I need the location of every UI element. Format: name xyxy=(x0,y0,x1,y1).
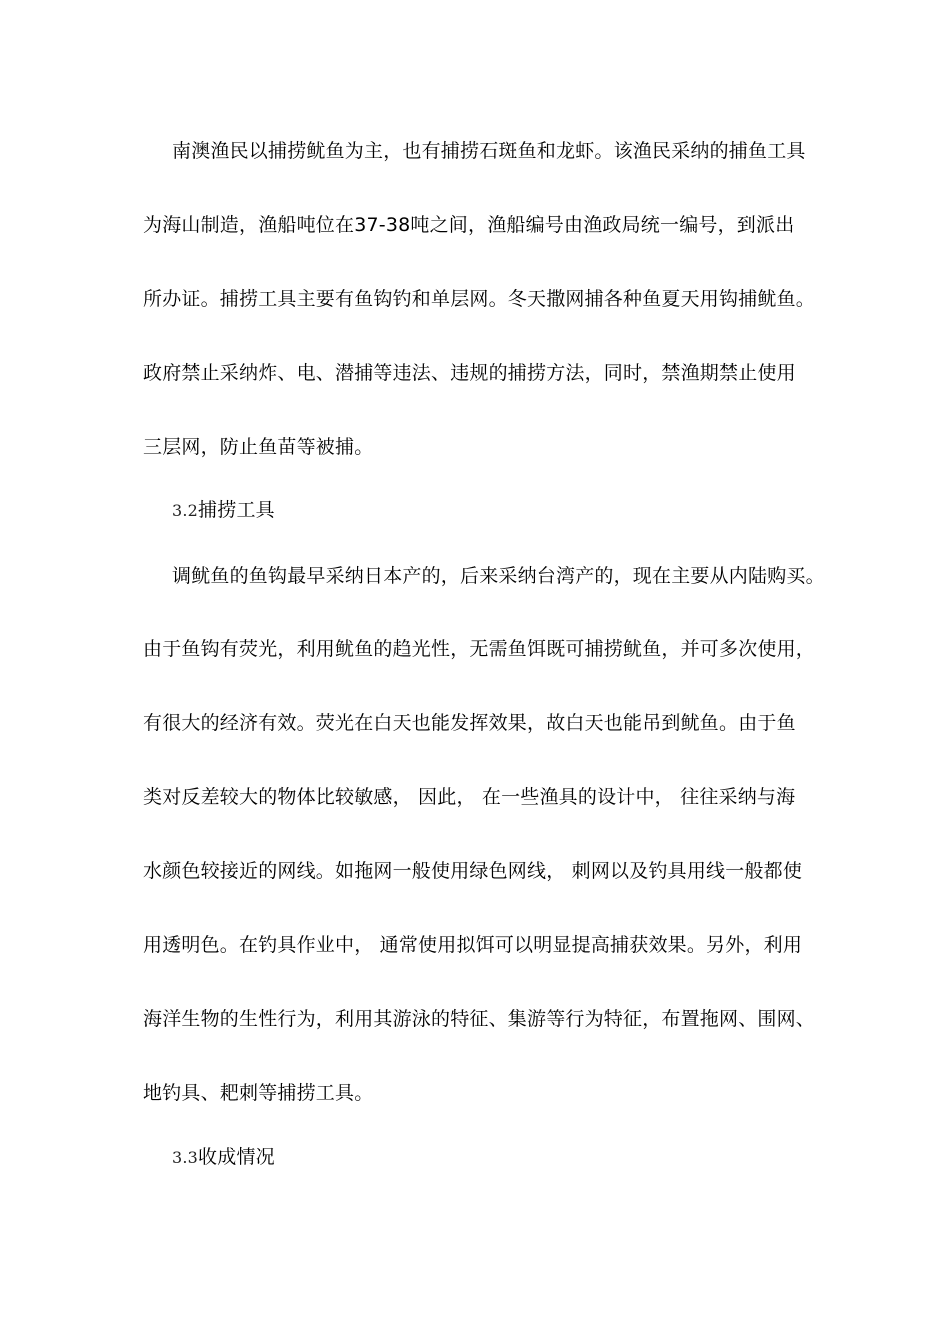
paragraph-line: 由于鱼钩有荧光，利用鱿鱼的趋光性，无需鱼饵既可捕捞鱿鱼，并可多次使用， xyxy=(143,638,816,660)
paragraph-line: 政府禁止采纳炸、电、潜捕等违法、违规的捕捞方法，同时，禁渔期禁止使用 xyxy=(143,362,796,384)
paragraph-line: 所办证。捕捞工具主要有鱼钩钓和单层网。冬天撒网捕各种鱼夏天用钩捕鱿鱼。 xyxy=(143,288,816,310)
paragraph-line: 用透明色。在钓具作业中， 通常使用拟饵可以明显提高捕获效果。另外，利用 xyxy=(143,934,803,956)
paragraph-line: 类对反差较大的物体比较敏感， 因此， 在一些渔具的设计中， 往往采纳与海 xyxy=(143,786,796,808)
paragraph-line xyxy=(143,212,794,238)
section-title: 收成情况 xyxy=(198,1146,275,1168)
paragraph-line: 地钓具、耙刺等捕捞工具。 xyxy=(143,1082,374,1104)
paragraph-line: 南澳渔民以捕捞鱿鱼为主，也有捕捞石斑鱼和龙虾。该渔民采纳的捕鱼工具 xyxy=(172,140,806,162)
paragraph-line: 三层网，防止鱼苗等被捕。 xyxy=(143,436,374,458)
paragraph-line-text: 为海山制造，渔船吨位在37-38吨之间，渔船编号由渔政局统一编号，到派出 xyxy=(143,214,795,236)
section-number: 3.2 xyxy=(172,501,199,520)
paragraph-line: 海洋生物的生性行为，利用其游泳的特征、集游等行为特征，布置拖网、围网、 xyxy=(143,1008,816,1030)
section-heading-3-3 xyxy=(172,1144,275,1171)
section-title: 捕捞工具 xyxy=(198,499,275,521)
paragraph-line: 水颜色较接近的网线。如拖网一般使用绿色网线， 刺网以及钓具用线一般都使 xyxy=(143,860,803,882)
section-heading-3-2 xyxy=(172,497,275,524)
paragraph-line: 调鱿鱼的鱼钩最早采纳日本产的，后来采纳台湾产的，现在主要从内陆购买。 xyxy=(172,565,825,587)
paragraph-line: 有很大的经济有效。荧光在白天也能发挥效果，故白天也能吊到鱿鱼。由于鱼 xyxy=(143,712,796,734)
section-number: 3.3 xyxy=(172,1148,199,1167)
